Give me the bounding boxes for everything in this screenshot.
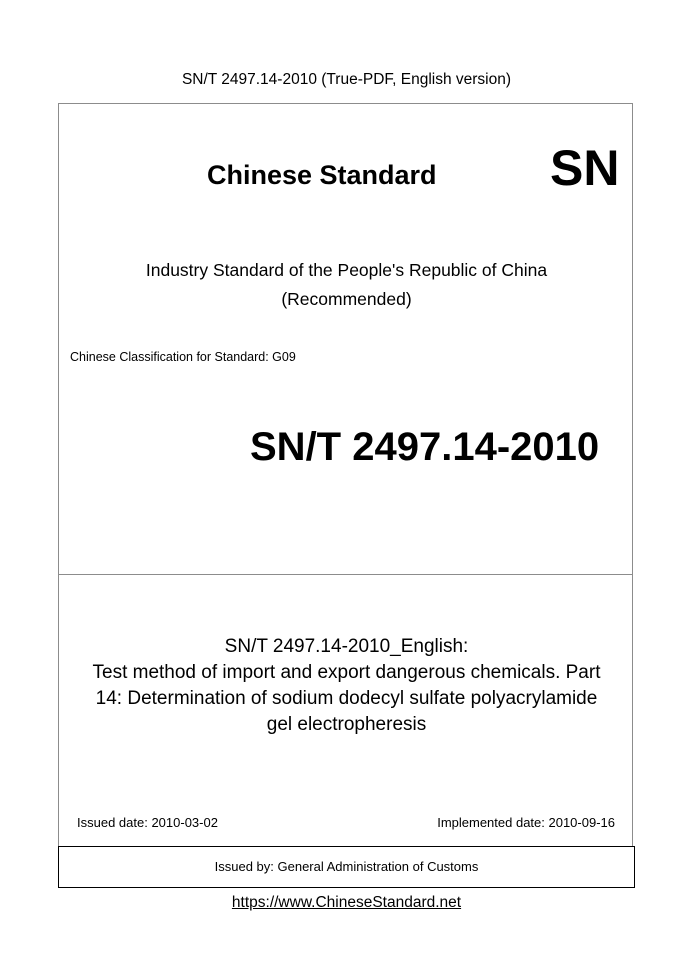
classification-code: Chinese Classification for Standard: G09 [70, 350, 296, 364]
standard-number: SN/T 2497.14-2010 [250, 425, 600, 469]
document-title-line: gel electropheresis [266, 714, 427, 735]
standard-code-badge: SN [550, 140, 620, 196]
document-title [70, 634, 623, 738]
website-link[interactable]: https://www.ChineseStandard.net [231, 894, 462, 911]
issued-date: Issued date: 2010-03-02 [77, 815, 218, 830]
document-title-line: 14: Determination of sodium dodecyl sulfate polyacrylamide [95, 688, 598, 709]
page-header: SN/T 2497.14-2010 (True-PDF, English version) [181, 71, 512, 88]
standard-type-title: Chinese Standard [207, 160, 437, 190]
recommended-label: (Recommended) [281, 289, 412, 309]
document-title-line: Test method of import and export dangerous chemicals. Part [92, 662, 601, 683]
industry-standard-line: Industry Standard of the People's Republic of China [145, 260, 548, 280]
document-title-line: SN/T 2497.14-2010_English: [224, 636, 469, 657]
footer [0, 893, 693, 913]
issued-by-box [58, 846, 635, 888]
implemented-date: Implemented date: 2010-09-16 [437, 815, 615, 830]
issued-by-text: Issued by: General Administration of Customs [214, 859, 479, 874]
